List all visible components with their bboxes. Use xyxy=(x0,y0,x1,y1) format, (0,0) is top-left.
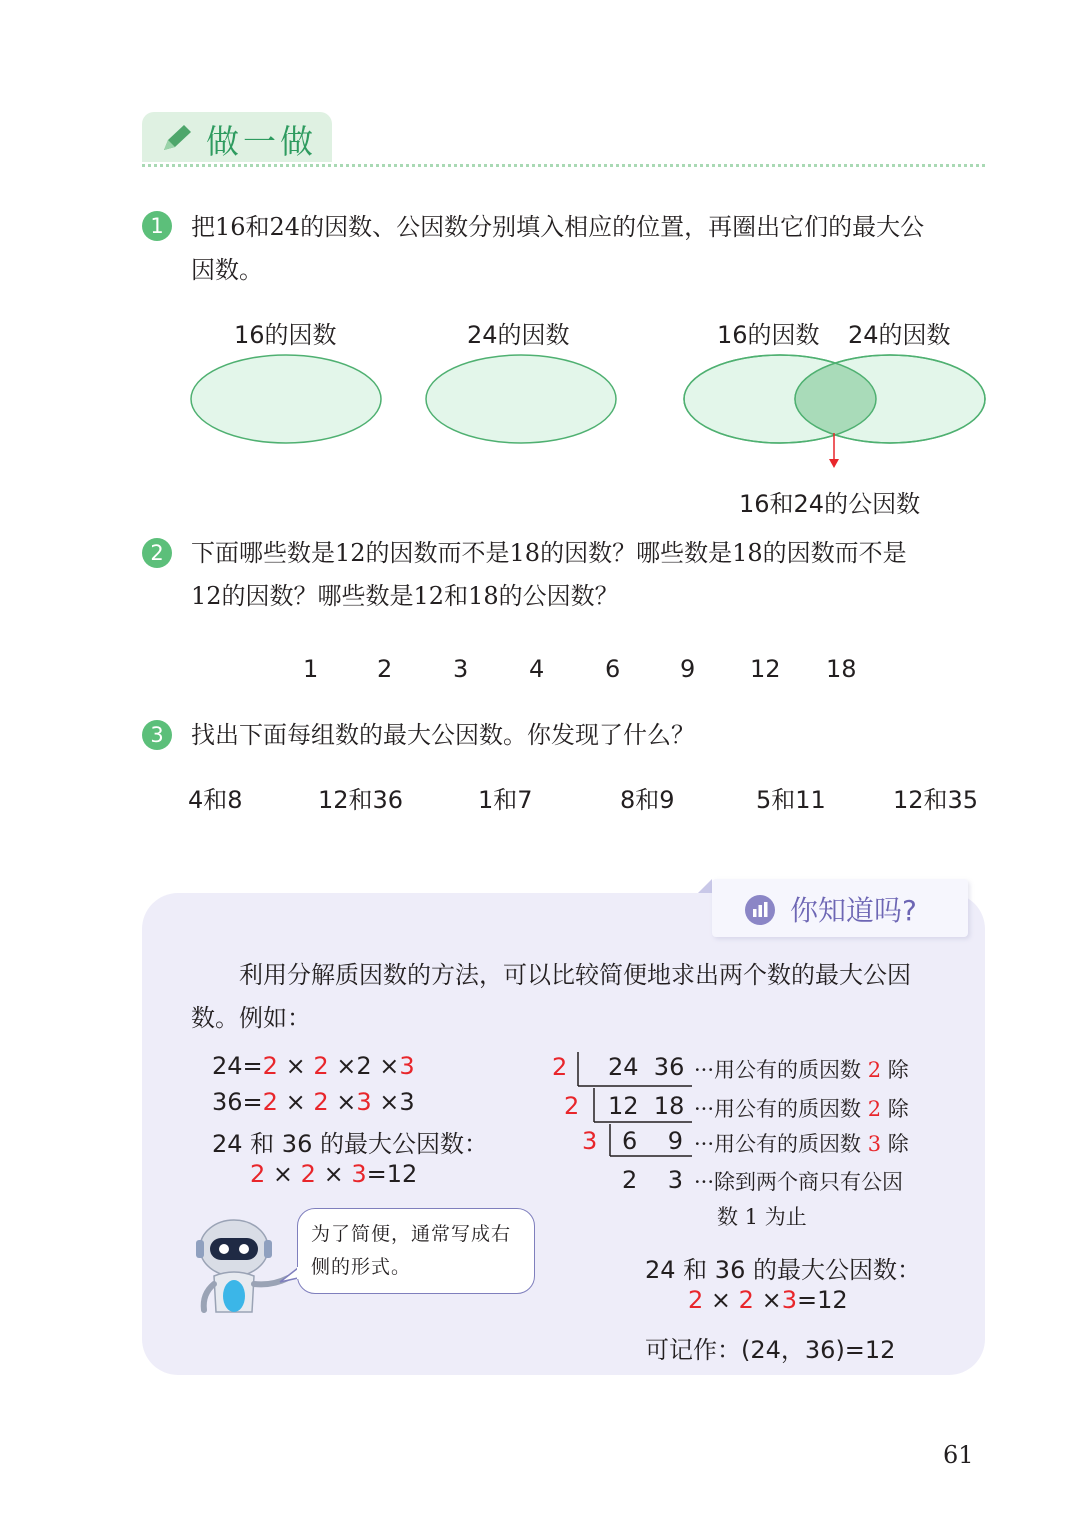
question-number-3: 3 xyxy=(142,720,172,750)
note-text: ···用公有的质因数 xyxy=(694,1097,868,1121)
eq-text: × xyxy=(703,1286,739,1314)
info-title: 你知道吗? xyxy=(790,894,917,927)
question-number-2: 2 xyxy=(142,538,172,568)
q3-pair: 8和9 xyxy=(620,786,675,814)
info-intro-line-2: 数。例如： xyxy=(191,1004,311,1032)
question-1-line-2: 因数。 xyxy=(191,256,263,284)
eq-common-factor: 2 xyxy=(262,1088,278,1116)
q3-pair: 12和35 xyxy=(893,786,979,814)
eq-text: × xyxy=(753,1286,782,1314)
q2-number: 1 xyxy=(303,655,319,683)
q3-pair: 1和7 xyxy=(478,786,533,814)
venn-label-24: 24的因数 xyxy=(848,321,951,349)
common-factors-label: 16和24的公因数 xyxy=(739,490,921,518)
venn-label-16: 16的因数 xyxy=(717,321,820,349)
pencil-icon xyxy=(160,122,194,154)
eq-text: × xyxy=(315,1160,352,1188)
q2-number: 6 xyxy=(605,655,621,683)
eq-common-factor: 3 xyxy=(781,1286,797,1314)
eq-text: =12 xyxy=(796,1286,848,1314)
eq-common-factor: 2 xyxy=(313,1052,329,1080)
division-note-2 xyxy=(694,1093,909,1123)
eq-text: × xyxy=(277,1052,314,1080)
left-gcd-label: 24 和 36 的最大公因数： xyxy=(212,1130,488,1158)
question-1-line-1: 把16和24的因数、公因数分别填入相应的位置，再圈出它们的最大公 xyxy=(191,213,925,241)
division-note-4-line-1: ···除到两个商只有公因 xyxy=(694,1170,904,1194)
q2-number: 3 xyxy=(453,655,469,683)
q2-number: 9 xyxy=(680,655,696,683)
note-number: 3 xyxy=(867,1132,882,1156)
note-text: ···用公有的质因数 xyxy=(694,1058,868,1082)
eq-text: ×2 × xyxy=(328,1052,400,1080)
note-text: 除 xyxy=(881,1058,909,1082)
eq-common-factor: 2 xyxy=(300,1160,316,1188)
q2-number: 12 xyxy=(750,655,781,683)
division-divisor-3: 3 xyxy=(582,1127,598,1155)
section-divider xyxy=(142,164,985,167)
division-divisor-1: 2 xyxy=(552,1053,568,1081)
eq-text: × xyxy=(328,1088,357,1116)
division-row-2: 12 18 xyxy=(608,1092,685,1120)
division-note-4-line-2: 数 1 为止 xyxy=(717,1205,807,1229)
question-1-text xyxy=(191,206,991,292)
q2-number: 18 xyxy=(826,655,857,683)
info-intro-line-1: 利用分解质因数的方法，可以比较简便地求出两个数的最大公因 xyxy=(239,961,911,989)
note-number: 2 xyxy=(867,1097,882,1121)
eq-common-factor: 2 xyxy=(313,1088,329,1116)
gcd-notation: 可记作：(24，36)=12 xyxy=(645,1336,896,1364)
eq-text: 24= xyxy=(212,1052,263,1080)
division-note-1 xyxy=(694,1054,909,1084)
eq-common-factor: 3 xyxy=(399,1052,415,1080)
note-text: 除 xyxy=(881,1132,909,1156)
eq-common-factor: 2 xyxy=(738,1286,754,1314)
right-gcd-calc xyxy=(688,1286,848,1314)
chart-icon xyxy=(744,894,776,926)
question-2-line-1: 下面哪些数是12的因数而不是18的因数？哪些数是18的因数而不是 xyxy=(191,539,907,567)
eq-common-factor: 3 xyxy=(351,1160,367,1188)
eq-common-factor: 2 xyxy=(688,1286,704,1314)
speech-bubble-text: 为了简便，通常写成右侧的形式。 xyxy=(311,1223,512,1278)
q3-pair: 12和36 xyxy=(318,786,404,814)
factor-ellipses xyxy=(180,345,1000,475)
division-note-3 xyxy=(694,1128,909,1158)
division-row-4: 2 3 xyxy=(622,1166,684,1194)
q2-number-list xyxy=(0,655,1080,685)
right-gcd-label: 24 和 36 的最大公因数： xyxy=(645,1256,921,1284)
eq-common-factor: 3 xyxy=(356,1088,372,1116)
division-row-1: 24 36 xyxy=(608,1053,685,1081)
eq-text: × xyxy=(265,1160,301,1188)
page-number: 61 xyxy=(943,1441,974,1469)
factorization-24 xyxy=(212,1052,415,1080)
eq-text: =12 xyxy=(366,1160,418,1188)
factorization-36 xyxy=(212,1088,415,1116)
division-row-3: 6 9 xyxy=(622,1127,684,1155)
question-2-line-2: 12的因数？哪些数是12和18的公因数？ xyxy=(191,582,619,610)
eq-common-factor: 2 xyxy=(250,1160,266,1188)
question-3-text: 找出下面每组数的最大公因数。你发现了什么？ xyxy=(191,721,695,749)
q3-pair-list xyxy=(0,780,1080,814)
section-title: 做一做 xyxy=(206,122,317,161)
note-number: 2 xyxy=(867,1058,882,1082)
speech-bubble-tail xyxy=(278,1266,300,1288)
ellipse-factors-16 xyxy=(191,355,381,443)
eq-text: ×3 xyxy=(371,1088,415,1116)
q3-pair: 5和11 xyxy=(756,786,826,814)
info-intro xyxy=(191,954,971,1040)
label-factors-16: 16的因数 xyxy=(234,321,337,349)
eq-text: 36= xyxy=(212,1088,263,1116)
ellipse-factors-24 xyxy=(426,355,616,443)
question-2-text xyxy=(191,532,991,618)
division-divisor-2: 2 xyxy=(564,1092,580,1120)
robot-icon xyxy=(192,1212,296,1316)
q2-number: 4 xyxy=(529,655,545,683)
info-tab-fold xyxy=(698,879,712,893)
label-factors-24: 24的因数 xyxy=(467,321,570,349)
q2-number: 2 xyxy=(377,655,393,683)
eq-common-factor: 2 xyxy=(262,1052,278,1080)
note-text: ···用公有的质因数 xyxy=(694,1132,868,1156)
left-gcd-calc xyxy=(250,1160,417,1188)
eq-text: × xyxy=(277,1088,314,1116)
question-number-1: 1 xyxy=(142,211,172,241)
note-text: 除 xyxy=(881,1097,909,1121)
q3-pair: 4和8 xyxy=(188,786,243,814)
